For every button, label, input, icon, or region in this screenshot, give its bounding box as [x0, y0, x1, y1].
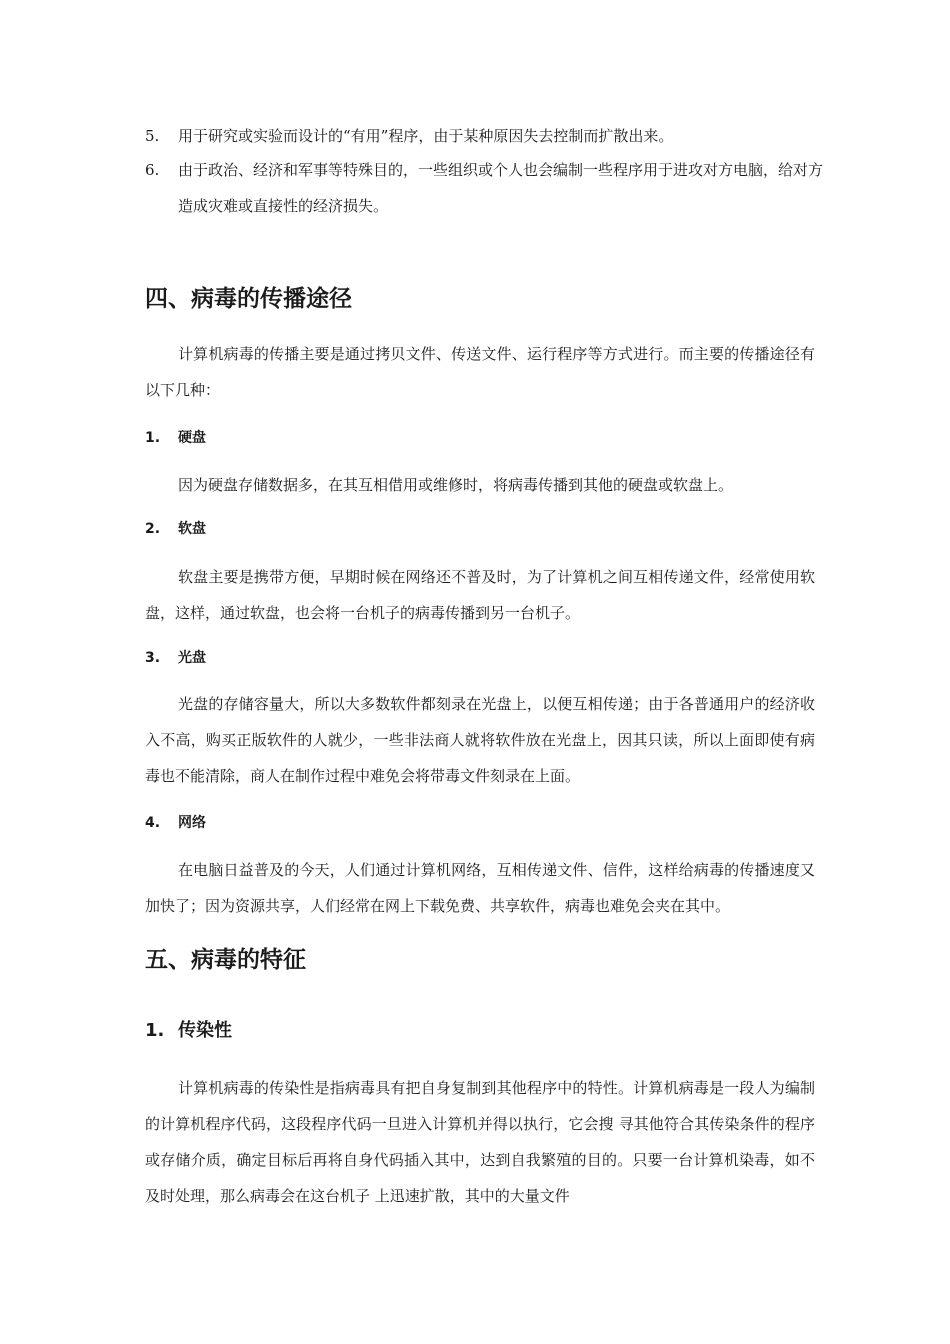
list-number: 6. [145, 161, 160, 179]
subheading-floppy-disk [145, 519, 206, 539]
list-text: 用于研究或实验而设计的“有用”程序，由于某种原因失去控制而扩散出来。 [178, 127, 674, 145]
paragraph-hard-disk: 因为硬盘存储数据多，在其互相借用或维修时，将病毒传播到其他的硬盘或软盘上。 [178, 476, 734, 494]
subheading-number: 1. [145, 430, 161, 446]
subheading-hard-disk [145, 428, 206, 448]
paragraph-infectivity: 计算机病毒的传染性是指病毒具有把自身复制到其他程序中的特性。计算机病毒是一段人为编制的计算机程序代码，这段程序代码一旦进入计算机并得以执行，它会搜 寻其他符合其传染条件的程序或存储介质，确定目标后再将自身代码插入其中，达到自我繁殖的目的。只要一台计算机染毒，如不及时处理，那么病毒会在这台机子 上迅速扩散，其中的大量文件 [145, 1079, 815, 1205]
paragraph-cd: 光盘的存储容量大，所以大多数软件都刻录在光盘上，以便互相传递；由于各普通用户的经济收入不高，购买正版软件的人就少，一些非法商人就将软件放在光盘上，因其只读，所以上面即使有病毒也不能清除，商人在制作过程中难免会将带毒文件刻录在上面。 [145, 695, 815, 785]
section-5-heading: 五、病毒的特征 [145, 947, 306, 973]
subheading-title: 网络 [178, 815, 206, 831]
subheading-network [145, 813, 206, 833]
subheading-infectivity [145, 1019, 232, 1043]
paragraph-floppy-disk: 软盘主要是携带方便，早期时候在网络还不普及时，为了计算机之间互相传递文件，经常使用软盘，这样，通过软盘，也会将一台机子的病毒传播到另一台机子。 [145, 568, 815, 622]
subheading-number: 2. [145, 521, 161, 537]
subheading-title: 传染性 [178, 1020, 232, 1041]
subheading-cd [145, 648, 206, 668]
subheading-title: 软盘 [178, 521, 206, 537]
paragraph-network: 在电脑日益普及的今天，人们通过计算机网络，互相传递文件、信件，这样给病毒的传播速度又加快了；因为资源共享，人们经常在网上下载免费、共享软件，病毒也难免会夹在其中。 [145, 861, 815, 915]
subheading-number: 1. [145, 1020, 165, 1041]
list-text: 由于政治、经济和军事等特殊目的，一些组织或个人也会编制一些程序用于进攻对方电脑，给对方造成灾难或直接性的经济损失。 [178, 161, 824, 215]
subheading-title: 光盘 [178, 650, 206, 666]
section-4-intro: 计算机病毒的传播主要是通过拷贝文件、传送文件、运行程序等方式进行。而主要的传播途径有以下几种： [145, 345, 815, 399]
section-4-heading: 四、病毒的传播途径 [145, 286, 352, 312]
list-number: 5. [145, 127, 160, 145]
subheading-number: 3. [145, 650, 161, 666]
subheading-number: 4. [145, 815, 161, 831]
subheading-title: 硬盘 [178, 430, 206, 446]
